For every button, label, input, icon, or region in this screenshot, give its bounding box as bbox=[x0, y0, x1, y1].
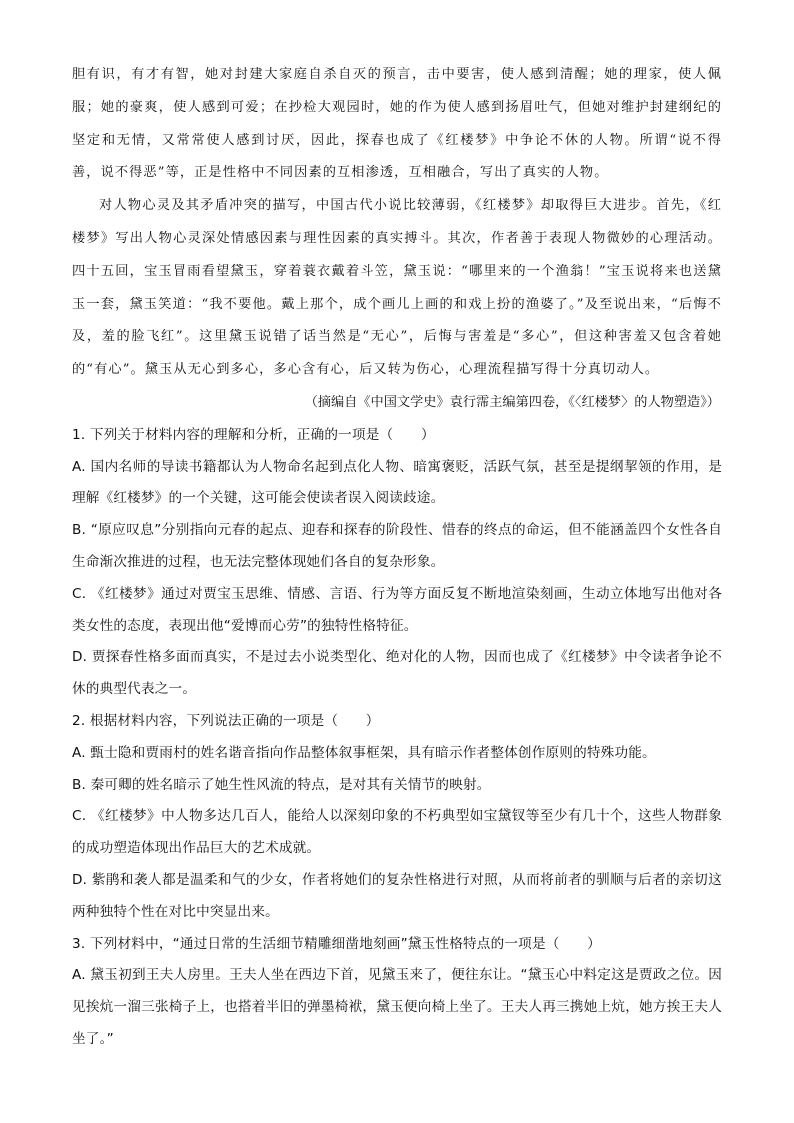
question-stem: 2. 根据材料内容，下列说法正确的一项是（ ） bbox=[72, 712, 380, 729]
passage-paragraph-1: 胆有识，有才有智，她对封建大家庭自杀自灭的预言，击中要害，使人感到清醒；她的理家，使人佩服；她的豪爽，使人感到可爱；在抄检大观园时，她的作为使人感到扬眉吐气，但她对维护封建纲纪的坚定和无情，又常常使人感到讨厌，因此，探春也成了《红楼梦》中争论不休的人物。所谓“说不得善，说不得恶”等，正是性格中不同因素的互相渗透，互相融合，写出了真实的人物。 bbox=[72, 67, 722, 181]
option-a: A. 黛玉初到王夫人房里。王夫人坐在西边下首，见黛玉来了，便往东让。“黛玉心中料定这是贾政之位。因见挨炕一溜三张椅子上，也搭着半旧的弹墨椅袱，黛玉便向椅上坐了。王夫人再三携她上炕，她方挨王夫人坐了。” bbox=[72, 967, 722, 1047]
option-b: B. 秦可卿的姓名暗示了她生性风流的特点，是对其有关情节的映射。 bbox=[72, 776, 491, 793]
document-page bbox=[72, 59, 722, 1056]
option-d: D. 贾探春性格多面而真实，不是过去小说类型化、绝对化的人物，因而也成了《红楼梦》中令读者争论不休的典型代表之一。 bbox=[72, 649, 722, 698]
question-stem: 3. 下列材料中，“通过日常的生活细节精雕细凿地刻画”黛玉性格特点的一项是（ ） bbox=[72, 935, 601, 952]
option-d: D. 紫鹃和袭人都是温柔和气的少女，作者将她们的复杂性格进行对照，从而将前者的驯顺与后者的亲切这两种独特个性在对比中突显出来。 bbox=[72, 871, 722, 920]
option-c: C. 《红楼梦》中人物多达几百人，能给人以深刻印象的不朽典型如宝黛钗等至少有几十个，这些人物群象的成功塑造体现出作品巨大的艺术成就。 bbox=[72, 808, 722, 857]
passage-paragraph-2: 对人物心灵及其矛盾冲突的描写，中国古代小说比较薄弱，《红楼梦》却取得巨大进步。首先，《红楼梦》写出人物心灵深处情感因素与理性因素的真实搏斗。其次，作者善于表现人物微妙的心理活动。四十五回，宝玉冒雨看望黛玉，穿着蓑衣戴着斗笠，黛玉说：“哪里来的一个渔翁！”宝玉说将来也送黛玉一套，黛玉笑道：“我不要他。戴上那个，成个画儿上画的和戏上扮的渔婆了。”及至说出来，“后悔不及，羞的脸飞红”。这里黛玉说错了话当然是“无心”，后悔与害羞是“多心”，但这种害羞又包含着她的“有心”。黛玉从无心到多心，多心含有心，后又转为伤心，心理流程描写得十分真切动人。 bbox=[72, 198, 722, 378]
question-1 bbox=[72, 420, 722, 706]
question-2 bbox=[72, 706, 722, 929]
question-stem: 1. 下列关于材料内容的理解和分析，正确的一项是（ ） bbox=[72, 426, 435, 443]
question-3 bbox=[72, 929, 722, 1056]
option-a: A. 甄士隐和贾雨村的姓名谐音指向作品整体叙事框架，具有暗示作者整体创作原则的特殊功能。 bbox=[72, 744, 656, 761]
option-b: B. “原应叹息”分别指向元春的起点、迎春和探春的阶段性、惜春的终点的命运，但不能涵盖四个女性各自生命渐次推进的过程，也无法完整体现她们各自的复杂形象。 bbox=[72, 522, 722, 570]
option-a: A. 国内名师的导读书籍都认为人物命名起到点化人物、暗寓褒贬，活跃气氛，甚至是提纲挈领的作用，是理解《红楼梦》的一个关键，这可能会使读者误入阅读歧途。 bbox=[72, 458, 722, 507]
option-c: C. 《红楼梦》通过对贾宝玉思维、情感、言语、行为等方面反复不断地渲染刻画，生动立体地写出他对各类女性的态度，表现出他“爱博而心劳”的独特性格特征。 bbox=[72, 585, 722, 634]
passage-source: （摘编自《中国文学史》袁行霈主编第四卷，《〈红楼梦〉的人物塑造》） bbox=[304, 394, 720, 410]
